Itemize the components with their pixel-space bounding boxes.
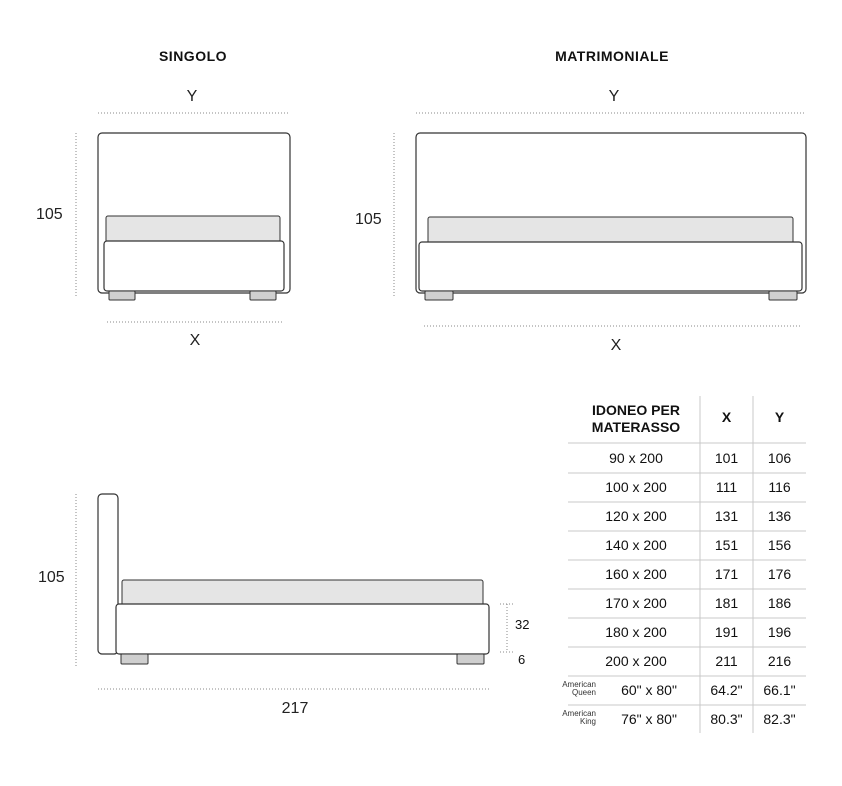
row-x-value: 211 [715,653,738,669]
singolo-height-label: 105 [36,206,63,223]
matrimoniale-left-foot [425,291,453,300]
singolo-front-view [76,113,290,322]
matrimoniale-right-foot [769,291,797,300]
row-x-value: 101 [714,450,739,466]
row-mattress-size: 180 x 200 [605,624,667,640]
side-headboard [98,494,118,654]
side-rear-foot [457,654,484,664]
side-front-foot [121,654,148,664]
row-x-value: 151 [714,537,739,553]
row-mattress-size: 120 x 200 [605,508,667,524]
matrimoniale-depth-label: X [610,337,622,354]
side-base-height-label: 32 [515,617,530,632]
row-x-value: 64.2" [710,682,743,698]
side-mattress [122,580,483,606]
table-header-line1: IDONEO PER [592,402,680,418]
singolo-right-foot [250,291,276,300]
matrimoniale-height-label: 105 [355,211,382,228]
row-note-line1: American [562,709,596,718]
singolo-width-label: Y [186,88,198,105]
row-x-value: 171 [714,566,739,582]
table-header-mattress [574,402,698,436]
row-x-value: 80.3" [710,711,743,727]
row-mattress-size: 100 x 200 [605,479,667,495]
row-x-value: 191 [714,624,739,640]
row-y-value: 176 [767,566,792,582]
singolo-mattress [106,216,280,244]
singolo-left-foot [109,291,135,300]
row-y-value: 186 [767,595,792,611]
row-x-value: 131 [714,508,739,524]
row-mattress-size: 170 x 200 [605,595,667,611]
row-mattress-size: 60" x 80" [621,682,677,698]
side-height-label: 105 [38,569,65,586]
matrimoniale-mattress [428,217,793,245]
row-x-value: 181 [714,595,739,611]
row-mattress-size: 90 x 200 [609,450,663,466]
row-y-value: 216 [767,653,792,669]
side-foot-height-label: 6 [518,652,526,667]
row-y-value: 116 [768,479,791,495]
row-note-line2: King [579,717,596,726]
row-note-line1: American [562,680,596,689]
table-header-x: X [721,409,732,425]
singolo-title: SINGOLO [158,48,228,64]
row-y-value: 196 [767,624,792,640]
singolo-depth-label: X [189,332,201,349]
row-mattress-size: 200 x 200 [605,653,667,669]
row-mattress-size: 160 x 200 [605,566,667,582]
row-y-value: 106 [767,450,792,466]
row-y-value: 156 [767,537,792,553]
row-mattress-size: 76" x 80" [621,711,677,727]
matrimoniale-base [419,242,802,291]
table-header-line2: MATERASSO [591,419,681,435]
singolo-base [104,241,284,291]
side-base [116,604,489,654]
row-y-value: 82.3" [763,711,796,727]
row-y-value: 66.1" [763,682,796,698]
matrimoniale-title: MATRIMONIALE [555,48,669,64]
matrimoniale-width-label: Y [608,88,620,105]
row-note-line2: Queen [571,688,596,697]
side-view [76,494,514,689]
matrimoniale-front-view [394,113,806,326]
row-y-value: 136 [767,508,792,524]
row-x-value: 111 [715,479,738,495]
side-length-label: 217 [281,700,309,717]
table-header-y: Y [774,409,785,425]
row-mattress-size: 140 x 200 [605,537,667,553]
